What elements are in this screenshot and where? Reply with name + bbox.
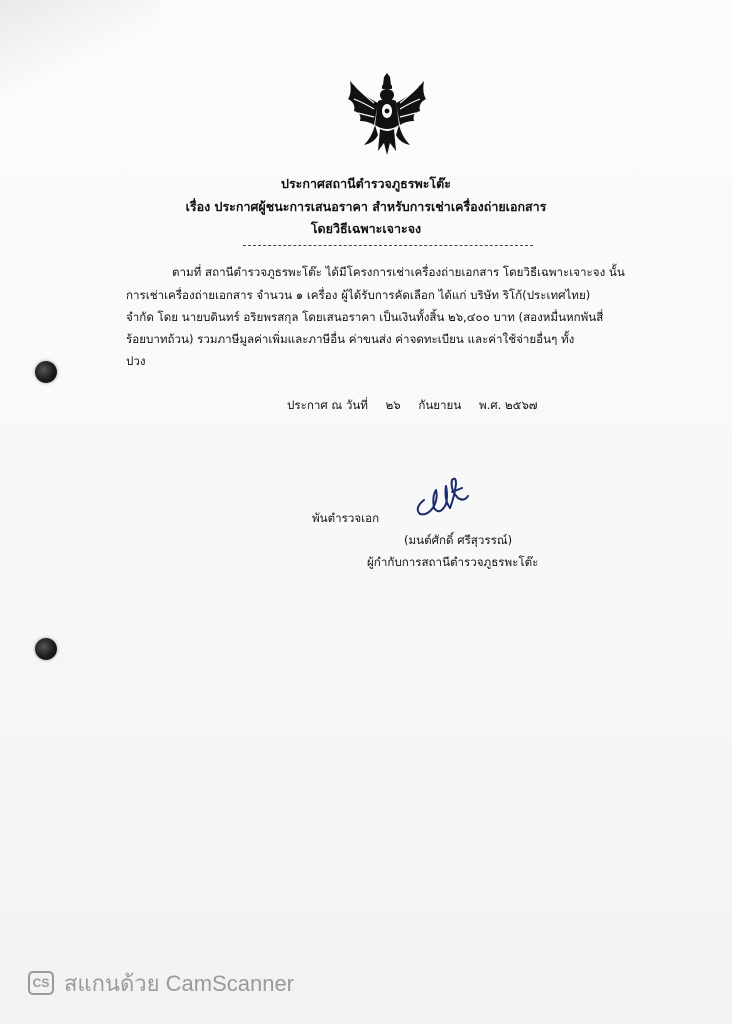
date-prefix: ประกาศ ณ วันที่ bbox=[287, 398, 368, 412]
camscanner-logo-icon: CS bbox=[28, 971, 54, 995]
signatory-position: ผู้กำกับการสถานีตำรวจภูธรพะโต๊ะ bbox=[367, 555, 539, 569]
signatory-name: (มนต์ศักดิ์ ศรีสุวรรณ์) bbox=[404, 533, 513, 547]
body-line-5: ปวง bbox=[126, 354, 146, 368]
signatory-rank: พันตำรวจเอก bbox=[312, 511, 380, 525]
punch-hole bbox=[35, 638, 57, 660]
watermark-text: สแกนด้วย CamScanner bbox=[64, 970, 295, 996]
body-line-4: ร้อยบาทถ้วน) รวมภาษีมูลค่าเพิ่มและภาษีอื่น ค่าขนส่ง ค่าจดทะเบียน และค่าใช้จ่ายอื่นๆ ทั้ง bbox=[126, 332, 575, 346]
date-year: พ.ศ. ๒๕๖๗ bbox=[478, 398, 538, 412]
announcement-date bbox=[287, 397, 552, 413]
office-title: ประกาศสถานีตำรวจภูธรพะโต๊ะ bbox=[281, 176, 451, 191]
body-line-3: จำกัด โดย นายบดินทร์ อริยพรสกุล โดยเสนอราคา เป็นเงินทั้งสิ้น ๒๖,๔๐๐ บาท (สองหมื่นหกพันสี่ bbox=[126, 310, 604, 324]
date-day: ๒๖ bbox=[385, 398, 401, 412]
divider-line bbox=[243, 245, 533, 246]
body-line-2: การเช่าเครื่องถ่ายเอกสาร จำนวน ๑ เครื่อง ผู้ได้รับการคัดเลือก ได้แก่ บริษัท ริโก้(ประเทศไทย) bbox=[126, 288, 591, 302]
body-line-1: ตามที่ สถานีตำรวจภูธรพะโต๊ะ ได้มีโครงการเช่าเครื่องถ่ายเอกสาร โดยวิธีเฉพาะเจาะจง นั้น bbox=[172, 265, 625, 279]
date-month: กันยายน bbox=[418, 398, 462, 412]
punch-hole bbox=[35, 361, 57, 383]
garuda-emblem-icon bbox=[344, 73, 430, 159]
procurement-method: โดยวิธีเฉพาะเจาะจง bbox=[310, 221, 422, 236]
announcement-subject: เรื่อง ประกาศผู้ชนะการเสนอราคา สำหรับการเช่าเครื่องถ่ายเอกสาร bbox=[185, 199, 547, 214]
handwritten-signature bbox=[410, 470, 476, 518]
scan-shadow bbox=[0, 0, 160, 100]
camscanner-watermark bbox=[28, 970, 294, 996]
